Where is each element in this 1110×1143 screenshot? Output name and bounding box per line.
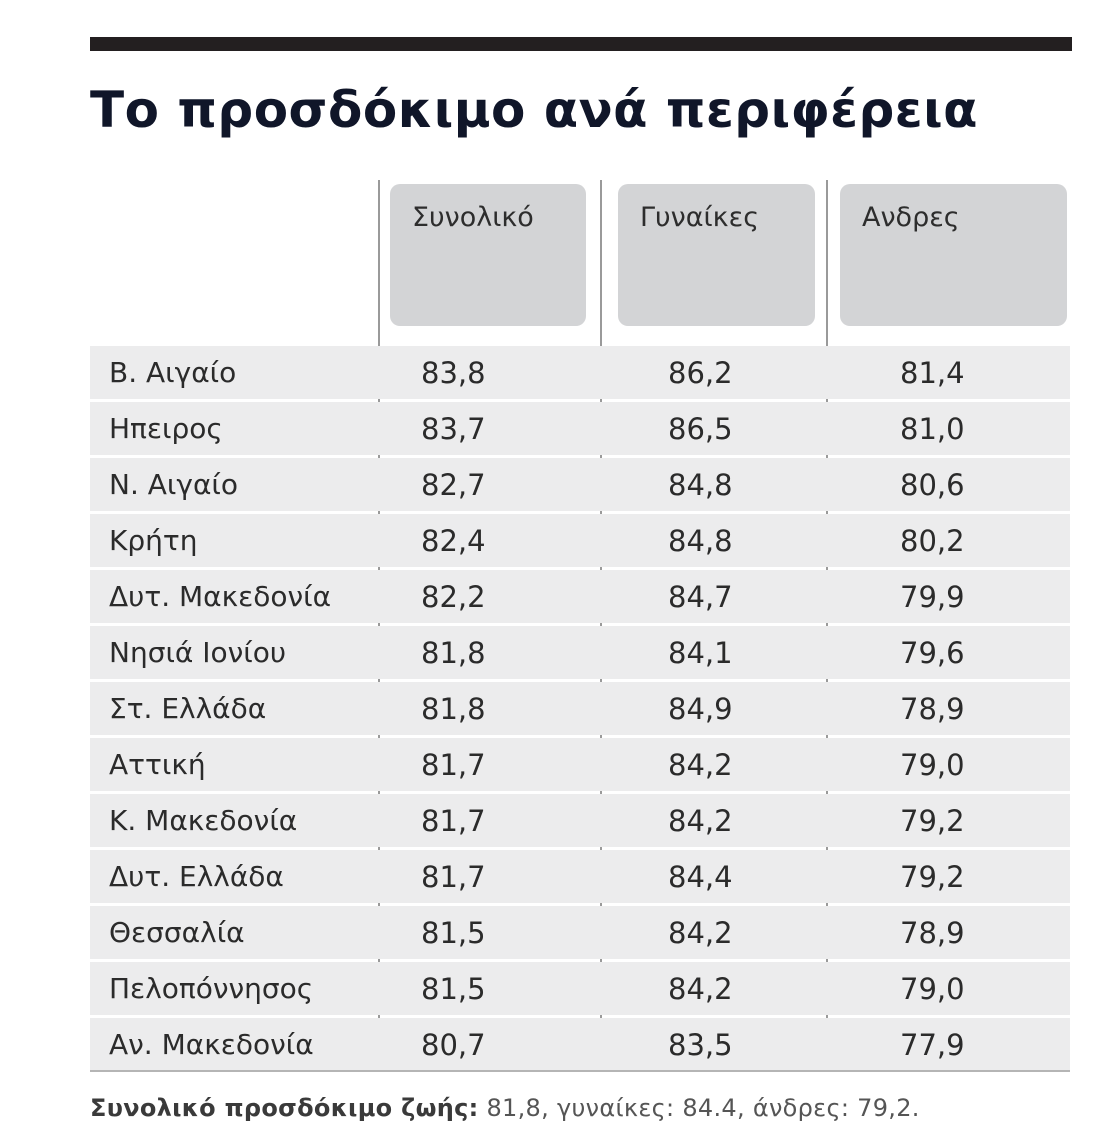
total-cell: 81,5 [421,916,486,950]
total-cell: 83,7 [421,412,486,446]
footnote-label: Συνολικό προσδόκιμο ζωής: [90,1094,479,1122]
men-cell: 79,2 [900,804,965,838]
women-cell: 83,5 [668,1028,733,1062]
total-cell: 81,7 [421,748,486,782]
table-row [90,906,1070,959]
region-cell: Δυτ. Ελλάδα [109,860,284,893]
total-cell: 81,8 [421,636,486,670]
region-cell: Β. Αιγαίο [109,356,237,389]
total-cell: 80,7 [421,1028,486,1062]
header-men-label: Ανδρες [862,202,960,233]
table-row [90,962,1070,1015]
table-row [90,570,1070,623]
women-cell: 84,8 [668,524,733,558]
table-row [90,514,1070,567]
table-row [90,682,1070,735]
men-cell: 79,2 [900,860,965,894]
women-cell: 84,2 [668,972,733,1006]
men-cell: 78,9 [900,692,965,726]
women-cell: 84,9 [668,692,733,726]
top-rule [90,37,1072,51]
table-body [90,346,1070,1074]
women-cell: 84,2 [668,748,733,782]
women-cell: 84,8 [668,468,733,502]
table-row [90,794,1070,847]
table-row [90,458,1070,511]
total-cell: 82,2 [421,580,486,614]
women-cell: 84,7 [668,580,733,614]
page-title: Το προσδόκιμο ανά περιφέρεια [90,81,978,139]
men-cell: 79,9 [900,580,965,614]
men-cell: 81,4 [900,356,965,390]
men-cell: 79,0 [900,748,965,782]
total-cell: 81,7 [421,804,486,838]
women-cell: 84,4 [668,860,733,894]
table-row [90,850,1070,903]
men-cell: 81,0 [900,412,965,446]
table-row [90,626,1070,679]
women-cell: 86,2 [668,356,733,390]
men-cell: 78,9 [900,916,965,950]
region-cell: Αττική [109,748,206,781]
footnote-text: 81,8, γυναίκες: 84.4, άνδρες: 79,2. [478,1094,920,1122]
region-cell: Ηπειρος [109,412,223,445]
table-row [90,346,1070,399]
region-cell: Κρήτη [109,524,198,557]
footnote [90,1094,920,1122]
table-row [90,738,1070,791]
table-row [90,402,1070,455]
men-cell: 77,9 [900,1028,965,1062]
women-cell: 84,2 [668,804,733,838]
total-cell: 81,5 [421,972,486,1006]
header-total [390,184,586,326]
region-cell: Δυτ. Μακεδονία [109,580,332,613]
region-cell: Κ. Μακεδονία [109,804,298,837]
table-row [90,1018,1070,1071]
men-cell: 79,6 [900,636,965,670]
men-cell: 80,2 [900,524,965,558]
region-cell: Πελοπόννησος [109,972,314,1005]
men-cell: 80,6 [900,468,965,502]
header-men [840,184,1067,326]
total-cell: 82,7 [421,468,486,502]
region-cell: Αν. Μακεδονία [109,1028,314,1061]
total-cell: 83,8 [421,356,486,390]
region-cell: Στ. Ελλάδα [109,692,267,725]
total-cell: 81,7 [421,860,486,894]
women-cell: 84,2 [668,916,733,950]
women-cell: 84,1 [668,636,733,670]
header-women [618,184,815,326]
bottom-rule [90,1070,1070,1072]
region-cell: Θεσσαλία [109,916,245,949]
header-total-label: Συνολικό [412,202,534,233]
region-cell: Νησιά Ιονίου [109,636,287,669]
header-women-label: Γυναίκες [640,202,760,233]
total-cell: 81,8 [421,692,486,726]
men-cell: 79,0 [900,972,965,1006]
women-cell: 86,5 [668,412,733,446]
total-cell: 82,4 [421,524,486,558]
region-cell: Ν. Αιγαίο [109,468,239,501]
